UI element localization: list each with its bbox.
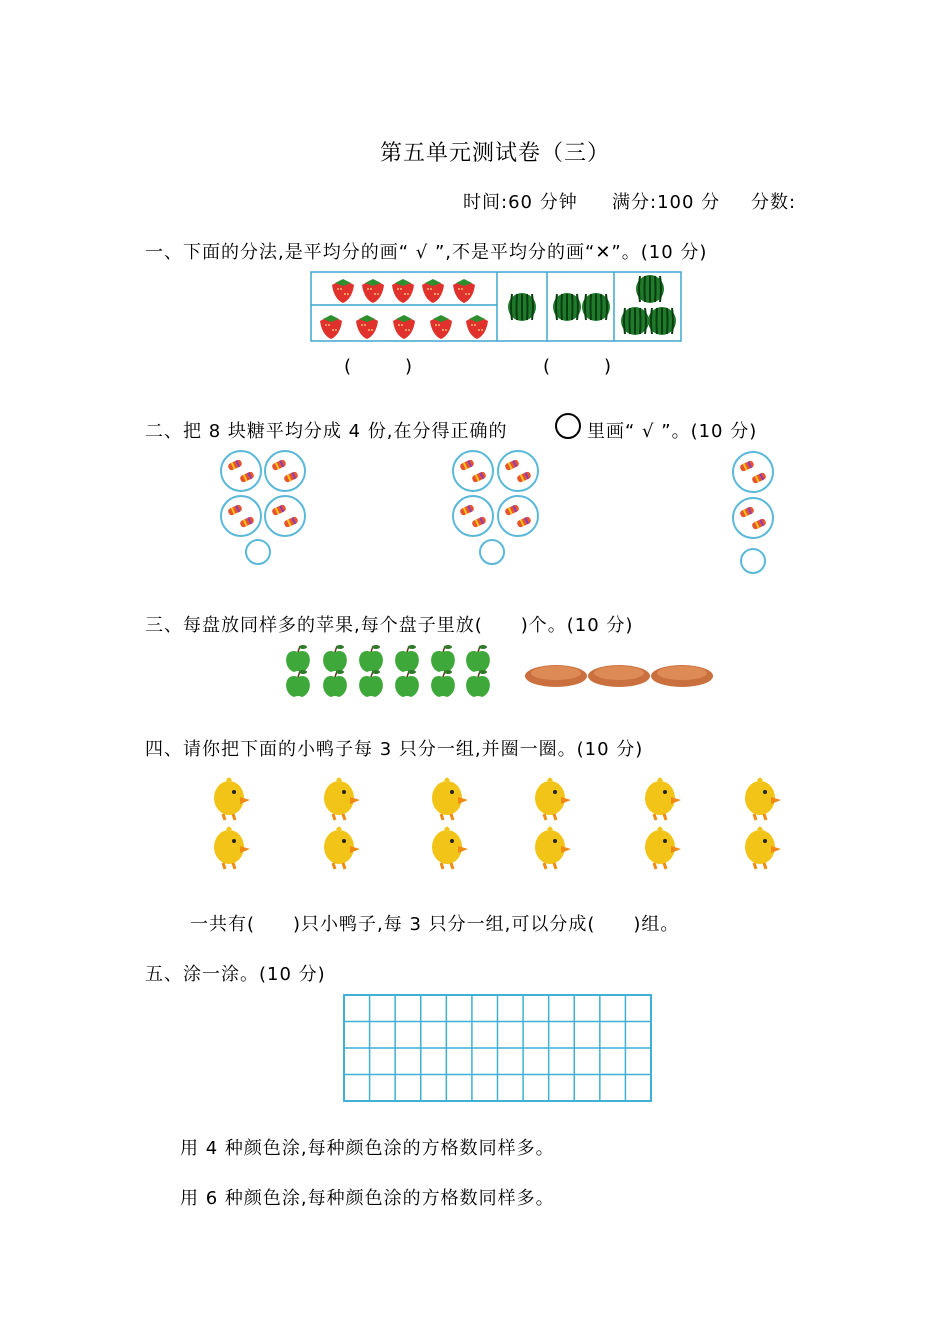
- question-3: 三、每盘放同样多的苹果,每个盘子里放( )个。(10 分): [145, 615, 634, 636]
- q1-answer-a[interactable]: ( ): [344, 356, 413, 377]
- q5-instruction-1: 用 4 种颜色涂,每种颜色涂的方格数同样多。: [180, 1138, 555, 1159]
- question-4: 四、请你把下面的小鸭子每 3 只分一组,并圈一圈。(10 分): [145, 739, 644, 760]
- page-title: 第五单元测试卷（三）: [379, 141, 610, 166]
- question-1: 一、下面的分法,是平均分的画“ √ ”,不是平均分的画“✕”。(10 分): [145, 242, 708, 263]
- full-score-label: 满分:100 分: [612, 192, 721, 213]
- question-5: 五、涂一涂。(10 分): [145, 964, 326, 985]
- question-4-sub: 一共有( )只小鸭子,每 3 只分一组,可以分成( )组。: [190, 914, 680, 935]
- question-2-part-a: 二、把 8 块糖平均分成 4 份,在分得正确的: [145, 421, 508, 442]
- q1-answer-b[interactable]: ( ): [543, 356, 612, 377]
- q5-instruction-2: 用 6 种颜色涂,每种颜色涂的方格数同样多。: [180, 1188, 555, 1209]
- score-label: 分数:: [751, 192, 797, 213]
- question-2-part-b: 里画“ √ ”。(10 分): [587, 421, 758, 442]
- time-label: 时间:60 分钟: [463, 192, 578, 213]
